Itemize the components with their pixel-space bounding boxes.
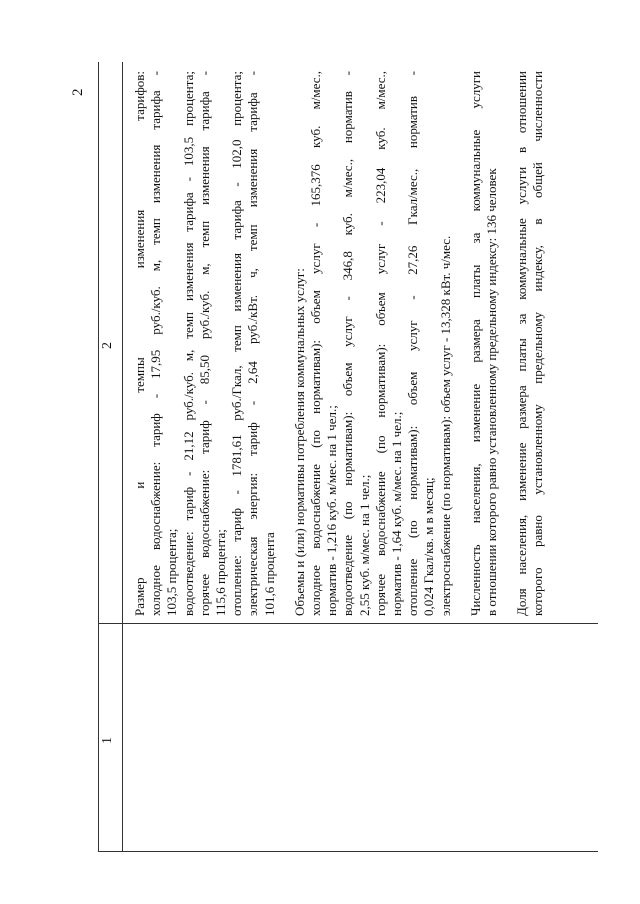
population-share-paragraph: [514, 71, 546, 616]
column-header-2: 2: [100, 342, 115, 349]
tariffs-paragraph: [132, 71, 278, 616]
text-line: которого равно установленному предельному индексу, в общей численности: [530, 71, 546, 616]
text-line: Численность населения, изменение размера платы за коммунальные услуги: [467, 71, 483, 616]
table-top-border: [98, 62, 99, 852]
text-line: норматив - 1,216 куб. м/мес. на 1 чел.;: [324, 405, 340, 616]
population-paragraph: [468, 71, 500, 616]
text-line: электрическая энергия: тариф - 2,64 руб./кВт. ч, темп изменения тарифа -: [245, 71, 261, 616]
text-line: водоотведение: тариф - 21,12 руб./куб. м, темп изменения тарифа - 103,5 процента;: [180, 71, 196, 616]
table-header-border: [122, 62, 123, 852]
text-line: 103,5 процента;: [164, 528, 180, 616]
text-line: Размер и темпы изменения тарифов:: [132, 71, 147, 616]
text-line: 2,55 куб. м/мес. на 1 чел.;: [356, 474, 372, 616]
text-line: электроснабжение (по нормативам): объем услуг - 13,328 кВт. ч/мес.: [437, 235, 453, 616]
table-column-divider: [98, 623, 598, 624]
text-line: Объемы и (или) нормативы потребления коммунальных услуг:: [291, 268, 307, 616]
text-line: горячее водоснабжение (по нормативам): объем услуг - 223,04 куб. м/мес.,: [372, 71, 388, 616]
column-header-1: 1: [100, 737, 115, 744]
text-line: холодное водоснабжение: тариф - 17,95 руб./куб. м, темп изменения тарифа -: [148, 71, 164, 616]
text-line: 0,024 Гкал/кв. м в месяц;: [421, 477, 437, 616]
text-line: отопление (по нормативам): объем услуг - 27,26 Гкал/мес., норматив -: [405, 71, 421, 616]
text-line: в отношении которого равно установленному предельному индексу: 136 человек: [484, 168, 500, 616]
page-number: 2: [70, 88, 86, 96]
text-line: норматив - 1,64 куб. м/мес. на 1 чел.;: [389, 411, 405, 616]
text-line: отопление: тариф - 1781,61 руб./Гкал, темп изменения тарифа - 102,0 процента;: [229, 71, 245, 616]
consumption-paragraph: [292, 71, 454, 616]
text-line: горячее водоснабжение: тариф - 85,50 руб./куб. м, темп изменения тарифа -: [196, 71, 212, 616]
text-line: 115,6 процента;: [213, 529, 229, 616]
table-left-border: [98, 851, 598, 852]
text-line: 101,6 процента: [261, 532, 277, 616]
text-line: холодное водоснабжение (по нормативам): объем услуг - 165,376 куб. м/мес.,: [308, 71, 324, 616]
text-line: водоотведение (по нормативам): объем услуг - 346,8 куб. м/мес., норматив -: [340, 71, 356, 616]
text-line: Доля населения, изменение размера платы за коммунальные услуги в отношении: [514, 71, 530, 616]
table-cell-content: [132, 71, 561, 616]
